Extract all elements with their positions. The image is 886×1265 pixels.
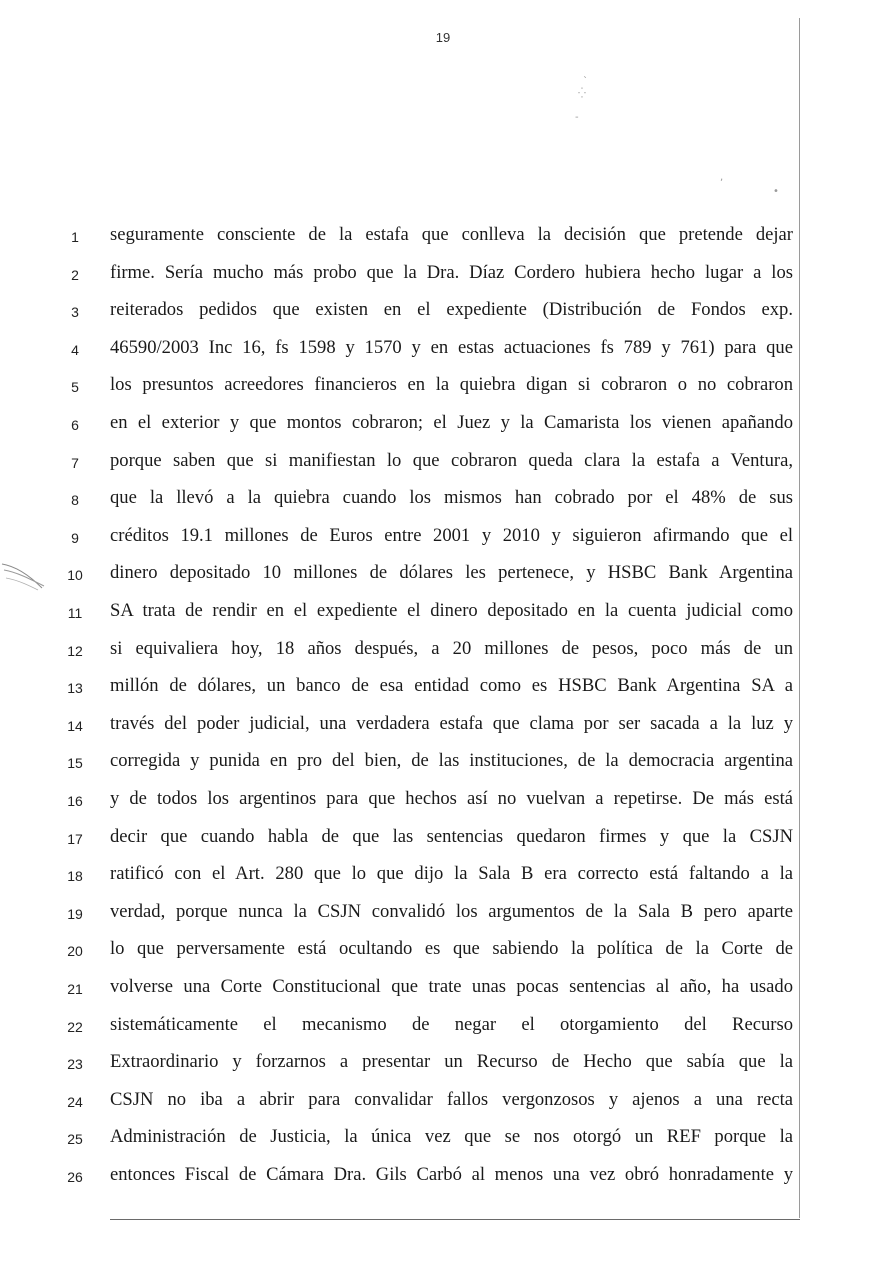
line-text: créditos 19.1 millones de Euros entre 2001 y 2010 y siguieron afirmando que el [110,524,793,546]
text-line [0,863,886,901]
line-number: 17 [67,830,83,847]
line-number: 1 [71,229,79,245]
line-number: 2 [71,266,79,283]
line-text: en el exterior y que montos cobraron; el Juez y la Camarista los vienen apañando [110,412,793,433]
scan-speck-mark: ⁛ [578,88,586,99]
line-number: 26 [67,1169,83,1185]
line-text: verdad, porque nunca la CSJN convalidó los argumentos de la Sala B pero aparte [110,900,793,922]
text-line [0,1126,886,1164]
line-text: millón de dólares, un banco de esa entidad como es HSBC Bank Argentina SA a [110,675,793,697]
line-number: 20 [67,943,83,960]
line-number: 18 [67,868,83,885]
line-text: entonces Fiscal de Cámara Dra. Gils Carbó al menos una vez obró honradamente y [110,1164,793,1185]
line-number: 21 [67,981,83,997]
text-line [0,525,886,563]
line-number: 6 [71,417,79,433]
page-number: 19 [435,30,451,45]
line-text: ratificó con el Art. 280 que lo que dijo la Sala B era correcto está faltando a la [110,863,793,885]
scan-speck-mark: ` [583,76,588,87]
line-number: 13 [67,680,83,697]
text-line [0,450,886,488]
line-number: 3 [71,304,79,321]
line-number: 15 [67,755,83,772]
line-number: 12 [67,642,83,659]
line-text: y de todos los argentinos para que hechos así no vuelvan a repetirse. De más está [110,788,793,809]
text-line [0,1014,886,1052]
text-line [0,901,886,939]
line-number: 19 [67,905,83,922]
text-line [0,299,886,337]
text-line [0,675,886,713]
line-number: 16 [67,793,83,809]
line-number: 8 [71,492,79,509]
line-text: si equivaliera hoy, 18 años después, a 20 millones de pesos, poco más de un [110,637,793,659]
line-text: Extraordinario y forzarnos a presentar un Recurso de Hecho que sabía que la [110,1051,793,1073]
line-text: Administración de Justicia, la única vez que se nos otorgó un REF porque la [110,1126,793,1148]
text-line [0,374,886,412]
text-line [0,337,886,375]
line-text: 46590/2003 Inc 16, fs 1598 y 1570 y en estas actuaciones fs 789 y 761) para que [110,336,793,358]
line-number: 14 [67,717,83,734]
line-text: seguramente consciente de la estafa que conlleva la decisión que pretende dejar [110,224,793,245]
text-line [0,412,886,450]
line-text: que la llevó a la quiebra cuando los mismos han cobrado por el 48% de sus [110,487,793,509]
text-line [0,713,886,751]
line-text: reiterados pedidos que existen en el expediente (Distribución de Fondos exp. [110,299,793,321]
line-text: través del poder judicial, una verdadera estafa que clama por ser sacada a la luz y [110,712,793,734]
line-number: 7 [71,454,79,471]
line-number: 22 [67,1018,83,1035]
text-line [0,600,886,638]
line-text: porque saben que si manifiestan lo que cobraron queda clara la estafa a Ventura, [110,449,793,471]
text-line [0,638,886,676]
line-text: decir que cuando habla de que las sentencias quedaron firmes y que la CSJN [110,825,793,847]
text-line [0,1089,886,1127]
line-number: 25 [67,1131,83,1148]
line-text: lo que perversamente está ocultando es que sabiendo la política de la Corte de [110,938,793,960]
text-line [0,487,886,525]
line-text: los presuntos acreedores financieros en la quiebra digan si cobraron o no cobraron [110,374,793,396]
text-line [0,750,886,788]
line-number: 10 [67,567,83,584]
line-number: 24 [67,1093,83,1110]
line-number: 5 [71,379,79,396]
scan-speck-mark: , [720,172,724,183]
text-line [0,224,886,262]
text-line [0,1051,886,1089]
text-line [0,562,886,600]
scan-speck-mark: • [773,186,779,197]
text-line [0,976,886,1014]
line-text: dinero depositado 10 millones de dólares les pertenece, y HSBC Bank Argentina [110,562,793,584]
line-text: CSJN no iba a abrir para convalidar fallos vergonzosos y ajenos a una recta [110,1088,793,1110]
line-number: 9 [71,529,79,546]
line-number: 11 [67,605,83,621]
line-text: volverse una Corte Constitucional que trate unas pocas sentencias al año, ha usado [110,976,793,997]
line-text: firme. Sería mucho más probo que la Dra. Díaz Cordero hubiera hecho lugar a los [110,261,793,283]
text-line [0,788,886,826]
line-number: 23 [67,1056,83,1073]
text-line [0,938,886,976]
scan-speck-mark: - [575,112,579,123]
bottom-rule [110,1219,800,1220]
line-text: SA trata de rendir en el expediente el dinero depositado en la cuenta judicial como [110,600,793,621]
text-line [0,826,886,864]
line-number: 4 [71,341,79,358]
text-line [0,1164,886,1202]
text-line [0,262,886,300]
line-text: sistemáticamente el mecanismo de negar el otorgamiento del Recurso [110,1013,793,1035]
line-text: corregida y punida en pro del bien, de las instituciones, de la democracia argentina [110,750,793,772]
